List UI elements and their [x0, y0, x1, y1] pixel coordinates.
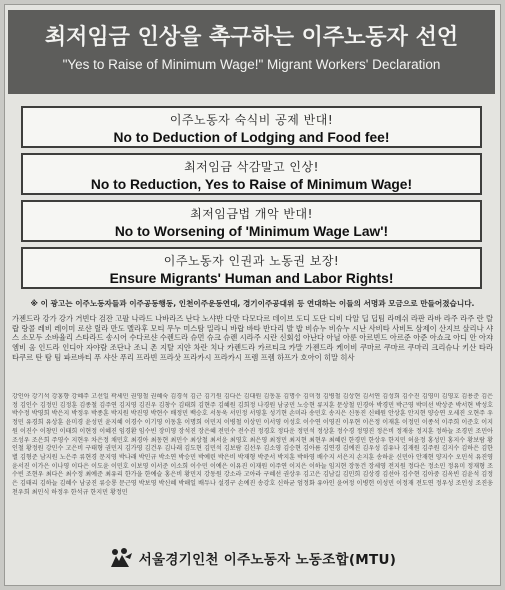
slogan-box-3	[21, 200, 482, 242]
slogan-1-english: No to Deduction of Lodging and Food fee!	[113, 130, 390, 145]
slogan-2-english: No to Reduction, Yes to Raise of Minimum Wage!	[90, 177, 413, 192]
signatory-names-migrants: 가젠드라 강가 강가 거빈다 검잔 고팔 나라드 나바라즈 난다 노샤반 다만 다모다르 데이브 도디 도단 디비 다알 딥 딥팀 라메쉬 라판 라바 라주 라주 란 랄 랍 랑콜 레비 레이미 로샨 릴라 만도 멜라후 모티 무누 미스탐 밀라니 바랍 바타 반다리 발 밥 비슈누 비슈누 시난 사비타 사비트 삼제이 산지브 살리나 샤스 소모두 소바율리 스타라드 송시어 수다르샨 수렌드라 슈먼 슈크 슈렌 시라주 시란 신회섭 아난다 아닐 아룬 아르빈드 아르준 아준 아쇼크 아디 안 아쟈 엠비 옴 인드라 인디아 자야람 조단나 조니 촌 지탈 지얀 차란 치나 카렌드라 카르티크 카말 가젠드라 케이비 쿠마르 쿠마르 쿠마리 크리슈나 키산 타라 타쿠르 탄 탐 팀 파르바티 푸 샤산 푸리 프라빈 프라삿 프라카시 프라카시 프렘 프렘 하프가 호아이 히말 히사	[12, 314, 493, 362]
slogan-4-korean: 이주노동자 인권과 노동권 보장!	[163, 254, 340, 268]
slogan-box-4	[21, 247, 482, 289]
slogan-2-korean: 최저임금 삭감말고 인상!	[184, 160, 319, 174]
slogan-box-2	[21, 153, 482, 195]
slogan-1-korean: 이주노동자 숙식비 공제 반대!	[169, 113, 334, 127]
funding-notice: ※ 이 광고는 이주노동자들과 이주공동행동, 인천이주운동연대, 경기이주공대위 등 연대하는 이들의 서명과 모금으로 만들어졌습니다.	[30, 299, 475, 308]
union-name: 서울경기인천 이주노동자 노동조합(MTU)	[138, 552, 397, 568]
title-korean: 최저임금 인상을 촉구하는 이주노동자 선언	[44, 25, 459, 50]
union-logo-icon	[109, 547, 133, 569]
slogan-4-english: Ensure Migrants' Human and Labor Rights!	[109, 271, 394, 286]
slogan-3-korean: 최저임금법 개악 반대!	[190, 207, 313, 221]
signatory-names-supporters: 강인아 강기석 강홍향 강혜주 고선일 곽세민 권영철 권혜숙 김경석 김근 김기원 김다은 김대원 김동훈 김명수 김미정 김병철 김상현 김서연 김성희 김수진 김영미 김영호 김용준 김은정 김인수 김정민 김정훈 김종철 김주연 김지영 김진우 김창수 김태희 김현주 김혜원 김희정 나경원 남궁민 노승현 류지훈 문상철 민경아 박경민 박근영 박미선 박상준 박서현 박성호 박수정 박영희 박은지 박정우 박종훈 박지원 박진영 박현수 배정민 백승호 서동욱 서민정 서영훈 성기현 손미라 송민호 송지은 신동진 신혜원 안상훈 안지현 양승연 오세진 오현주 우정민 유경희 유상훈 윤미경 윤성민 윤지혜 이경수 이기영 이동훈 이명희 이민지 이병철 이상민 이서영 이성호 이수연 이영진 이우현 이은정 이재훈 이정민 이종석 이주희 이준호 이지원 이진수 이창민 이태희 이현정 이혜진 임경환 임수빈 장미영 장석진 장은혜 전민수 전수진 정경호 정다운 정민석 정상훈 정수경 정영진 정은비 정재웅 정지훈 정하늘 조경민 조민아 조성우 조은희 주영수 지현우 차은정 채민호 최경아 최동현 최민수 최상철 최서윤 최영호 최은영 최정민 최지현 최현우 최혜린 한경민 한상우 한지민 허윤정 홍성민 홍지수 황보람 황인철 황정원 강민수 고은비 구태형 권민지 김가영 김건우 김나래 김도현 김민석 김보람 김선우 김소영 김승현 김아름 김연경 김예진 김우성 김유나 김재원 김주원 김지수 김하은 김한별 김형준 남지원 노은주 류현경 문지영 박나래 박민규 박소연 박승민 박예린 박은비 박재형 박준서 박지훈 박하영 배수지 서은지 손지훈 송하윤 신민아 안재현 양지수 오민석 유진영 윤서진 이가은 이나영 이다은 이도윤 이민호 이보영 이서준 이소희 이수민 이예은 이유진 이재원 이주연 이지은 이하늘 임지현 장동건 장세영 전지원 정다은 정소민 정유미 정재형 조수빈 조현우 최다은 최수정 최예준 최유리 한가을 한예슬 홍은비 황민지 강동원 강소라 고아라 구혜선 권상우 김고은 김남길 김민희 김상경 김선아 김수현 김아중 김옥빈 김윤석 김정은 김태리 김하늘 김혜수 남궁진 류승룡 문근영 박보영 박신혜 박해일 배두나 설경구 손예진 송강호 신하균 엄정화 유아인 윤여정 이병헌 이성민 이정재 전도연 정우성 조인성 조진웅 천우희 최민식 하정우 한석규 한지민 황정민	[12, 393, 493, 496]
slogan-box-1	[21, 106, 482, 148]
title-english: "Yes to Raise of Minimum Wage!" Migrant Workers' Declaration	[62, 57, 441, 72]
header-banner	[8, 10, 495, 94]
union-signature	[0, 547, 505, 573]
slogan-3-english: No to Worsening of 'Minimum Wage Law'!	[114, 224, 389, 239]
